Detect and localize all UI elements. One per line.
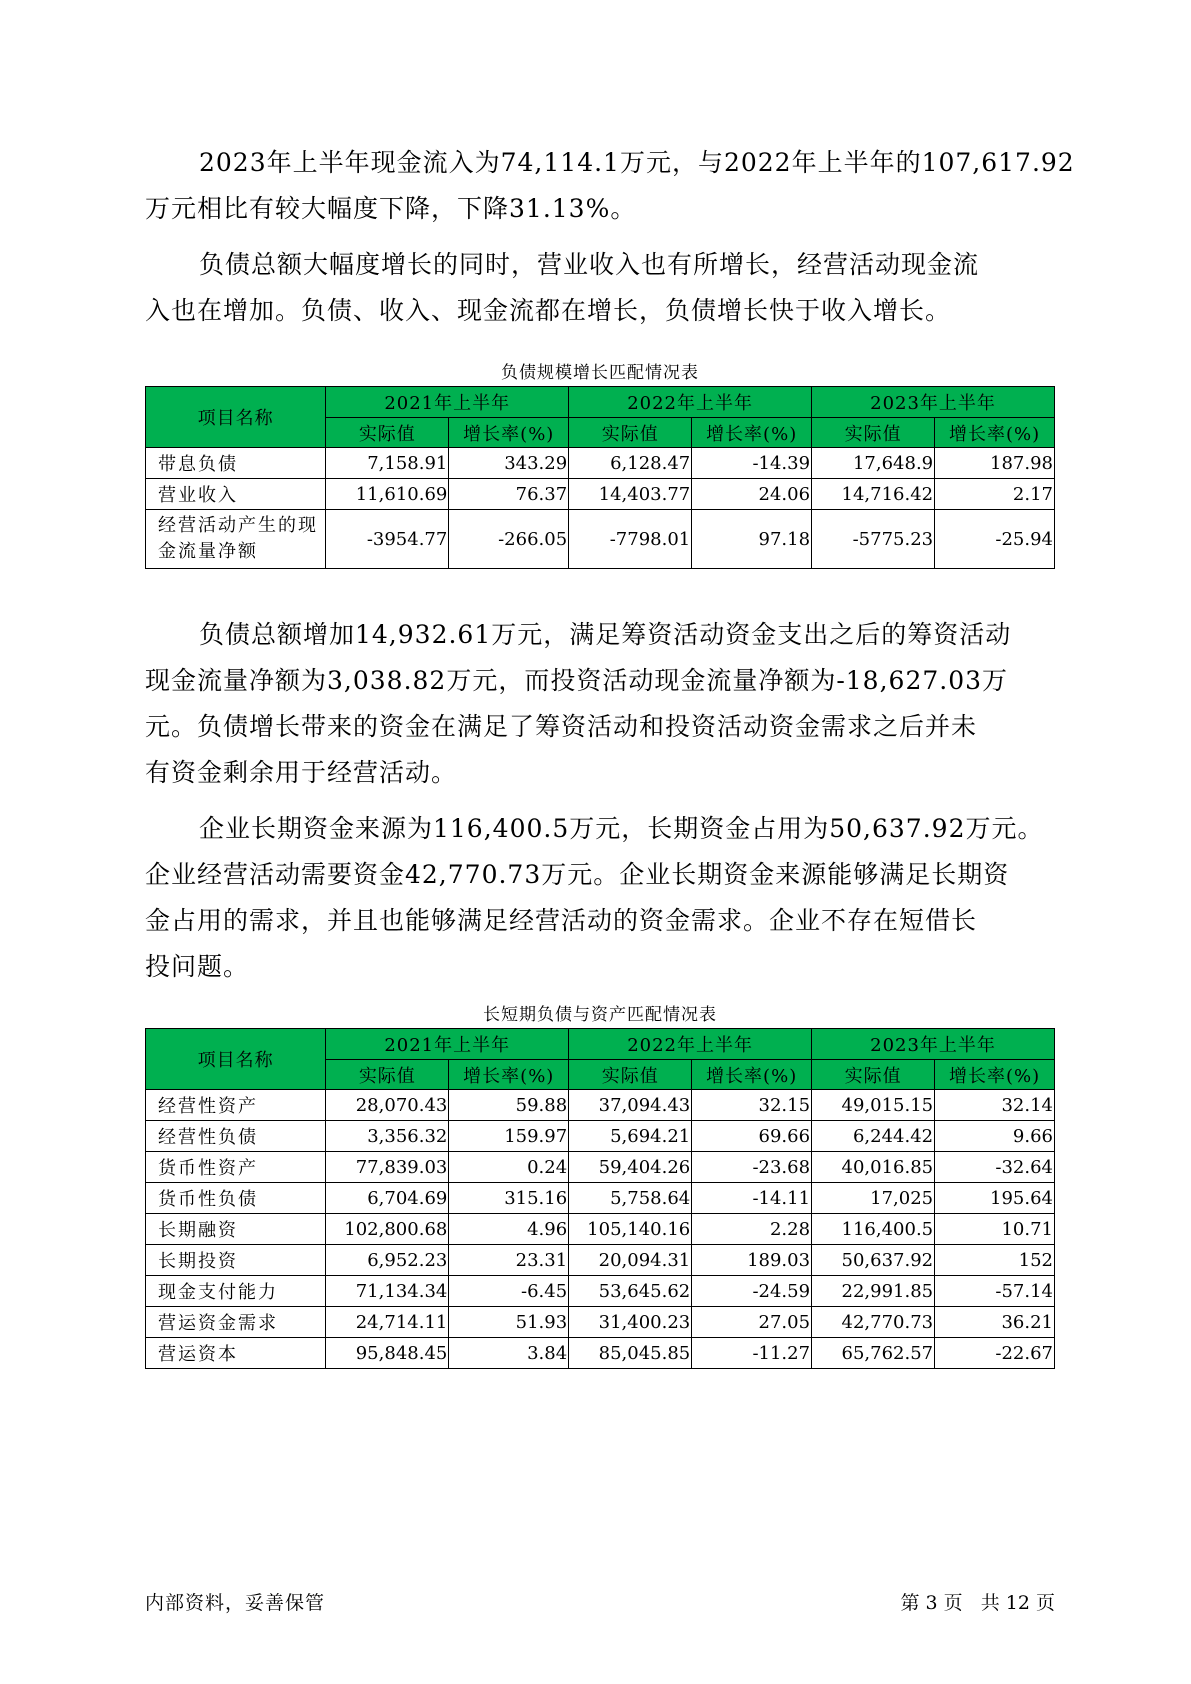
cell: 51.93 bbox=[449, 1307, 569, 1338]
header-growth: 增长率(%) bbox=[692, 1060, 812, 1090]
row-name: 现金支付能力 bbox=[146, 1276, 326, 1307]
row-name: 经营性资产 bbox=[146, 1090, 326, 1121]
cell: 40,016.85 bbox=[812, 1152, 935, 1183]
cell: 0.24 bbox=[449, 1152, 569, 1183]
cell: 28,070.43 bbox=[326, 1090, 449, 1121]
cell: 116,400.5 bbox=[812, 1214, 935, 1245]
cell: 9.66 bbox=[935, 1121, 1055, 1152]
paragraph-line: 入也在增加。负债、收入、现金流都在增长，负债增长快于收入增长。 bbox=[145, 296, 952, 325]
table-row bbox=[146, 448, 1055, 479]
header-period: 2021年上半年 bbox=[326, 387, 569, 418]
cell: -3954.77 bbox=[326, 510, 449, 569]
cell: -25.94 bbox=[935, 510, 1055, 569]
cell: -6.45 bbox=[449, 1276, 569, 1307]
cell: 37,094.43 bbox=[569, 1090, 692, 1121]
cell: 59,404.26 bbox=[569, 1152, 692, 1183]
cell: 2.28 bbox=[692, 1214, 812, 1245]
paragraph-line: 现金流量净额为3,038.82万元，而投资活动现金流量净额为-18,627.03万 bbox=[145, 666, 1009, 695]
cell: 6,244.42 bbox=[812, 1121, 935, 1152]
cell: -266.05 bbox=[449, 510, 569, 569]
cell: 4.96 bbox=[449, 1214, 569, 1245]
cell: 105,140.16 bbox=[569, 1214, 692, 1245]
header-actual: 实际值 bbox=[569, 418, 692, 448]
cell: 42,770.73 bbox=[812, 1307, 935, 1338]
table-row bbox=[146, 1090, 1055, 1121]
row-name: 营业收入 bbox=[146, 479, 326, 510]
paragraph-line: 2023年上半年现金流入为74,114.1万元，与2022年上半年的107,617.92 bbox=[199, 148, 1075, 177]
header-period: 2021年上半年 bbox=[326, 1029, 569, 1060]
paragraph-4 bbox=[145, 806, 1055, 990]
table-row bbox=[146, 1183, 1055, 1214]
header-period: 2022年上半年 bbox=[569, 1029, 812, 1060]
cell: -7798.01 bbox=[569, 510, 692, 569]
table-row bbox=[146, 1307, 1055, 1338]
table-row bbox=[146, 1121, 1055, 1152]
cell: 102,800.68 bbox=[326, 1214, 449, 1245]
row-name: 经营活动产生的现金流量净额 bbox=[146, 510, 326, 569]
header-actual: 实际值 bbox=[812, 1060, 935, 1090]
table2-caption: 长短期负债与资产匹配情况表 bbox=[483, 1005, 717, 1025]
cell: 36.21 bbox=[935, 1307, 1055, 1338]
table-row bbox=[146, 1245, 1055, 1276]
cell: 195.64 bbox=[935, 1183, 1055, 1214]
table-row bbox=[146, 479, 1055, 510]
cell: 76.37 bbox=[449, 479, 569, 510]
header-growth: 增长率(%) bbox=[449, 1060, 569, 1090]
cell: -14.11 bbox=[692, 1183, 812, 1214]
cell: 32.14 bbox=[935, 1090, 1055, 1121]
cell: 24,714.11 bbox=[326, 1307, 449, 1338]
row-name: 经营性负债 bbox=[146, 1121, 326, 1152]
cell: 5,758.64 bbox=[569, 1183, 692, 1214]
cell: 2.17 bbox=[935, 479, 1055, 510]
table-row bbox=[146, 1152, 1055, 1183]
cell: -32.64 bbox=[935, 1152, 1055, 1183]
paragraph-2 bbox=[145, 242, 1055, 334]
paragraph-line: 负债总额增加14,932.61万元，满足筹资活动资金支出之后的筹资活动 bbox=[199, 620, 1012, 649]
cell: 31,400.23 bbox=[569, 1307, 692, 1338]
cell: 6,952.23 bbox=[326, 1245, 449, 1276]
cell: 315.16 bbox=[449, 1183, 569, 1214]
header-period: 2022年上半年 bbox=[569, 387, 812, 418]
header-actual: 实际值 bbox=[569, 1060, 692, 1090]
cell: 59.88 bbox=[449, 1090, 569, 1121]
cell: 22,991.85 bbox=[812, 1276, 935, 1307]
cell: -57.14 bbox=[935, 1276, 1055, 1307]
paragraph-line: 企业长期资金来源为116,400.5万元，长期资金占用为50,637.92万元。 bbox=[199, 814, 1044, 843]
row-name: 带息负债 bbox=[146, 448, 326, 479]
cell: 97.18 bbox=[692, 510, 812, 569]
cell: 189.03 bbox=[692, 1245, 812, 1276]
cell: 10.71 bbox=[935, 1214, 1055, 1245]
paragraph-1 bbox=[145, 140, 1075, 232]
cell: 95,848.45 bbox=[326, 1338, 449, 1369]
cell: -22.67 bbox=[935, 1338, 1055, 1369]
cell: 14,716.42 bbox=[812, 479, 935, 510]
header-growth: 增长率(%) bbox=[935, 418, 1055, 448]
cell: -5775.23 bbox=[812, 510, 935, 569]
table-row bbox=[146, 510, 1055, 569]
header-growth: 增长率(%) bbox=[692, 418, 812, 448]
cell: 69.66 bbox=[692, 1121, 812, 1152]
table-row bbox=[146, 1276, 1055, 1307]
table1-caption: 负债规模增长匹配情况表 bbox=[501, 363, 699, 383]
cell: 152 bbox=[935, 1245, 1055, 1276]
header-growth: 增长率(%) bbox=[935, 1060, 1055, 1090]
paragraph-line: 投问题。 bbox=[145, 952, 250, 981]
row-name: 营运资金需求 bbox=[146, 1307, 326, 1338]
debt-scale-table bbox=[145, 386, 1055, 569]
cell: 49,015.15 bbox=[812, 1090, 935, 1121]
cell: 23.31 bbox=[449, 1245, 569, 1276]
paragraph-line: 企业经营活动需要资金42,770.73万元。企业长期资金来源能够满足长期资 bbox=[145, 860, 1010, 889]
cell: 17,025 bbox=[812, 1183, 935, 1214]
paragraph-line: 有资金剩余用于经营活动。 bbox=[145, 758, 458, 787]
cell: 53,645.62 bbox=[569, 1276, 692, 1307]
footer-page-number: 第 3 页 共 12 页 bbox=[900, 1592, 1055, 1614]
cell: 27.05 bbox=[692, 1307, 812, 1338]
cell: 77,839.03 bbox=[326, 1152, 449, 1183]
paragraph-line: 金占用的需求，并且也能够满足经营活动的资金需求。企业不存在短借长 bbox=[145, 906, 978, 935]
paragraph-line: 万元相比有较大幅度下降，下降31.13%。 bbox=[145, 194, 637, 223]
cell: 24.06 bbox=[692, 479, 812, 510]
cell: 5,694.21 bbox=[569, 1121, 692, 1152]
header-period: 2023年上半年 bbox=[812, 387, 1055, 418]
long-short-debt-asset-table bbox=[145, 1028, 1055, 1369]
row-name: 货币性负债 bbox=[146, 1183, 326, 1214]
header-growth: 增长率(%) bbox=[449, 418, 569, 448]
cell: 3,356.32 bbox=[326, 1121, 449, 1152]
cell: 11,610.69 bbox=[326, 479, 449, 510]
paragraph-3 bbox=[145, 612, 1055, 796]
table-row bbox=[146, 1338, 1055, 1369]
cell: 7,158.91 bbox=[326, 448, 449, 479]
cell: 85,045.85 bbox=[569, 1338, 692, 1369]
header-item-name: 项目名称 bbox=[146, 387, 326, 448]
row-name: 长期融资 bbox=[146, 1214, 326, 1245]
paragraph-line: 负债总额大幅度增长的同时，营业收入也有所增长，经营活动现金流 bbox=[199, 250, 980, 279]
header-actual: 实际值 bbox=[326, 1060, 449, 1090]
row-name: 营运资本 bbox=[146, 1338, 326, 1369]
row-name: 货币性资产 bbox=[146, 1152, 326, 1183]
row-name: 长期投资 bbox=[146, 1245, 326, 1276]
cell: 17,648.9 bbox=[812, 448, 935, 479]
cell: 50,637.92 bbox=[812, 1245, 935, 1276]
cell: 14,403.77 bbox=[569, 479, 692, 510]
cell: 6,704.69 bbox=[326, 1183, 449, 1214]
cell: -24.59 bbox=[692, 1276, 812, 1307]
header-actual: 实际值 bbox=[326, 418, 449, 448]
footer-confidential-note: 内部资料，妥善保管 bbox=[145, 1592, 326, 1614]
cell: 187.98 bbox=[935, 448, 1055, 479]
cell: 65,762.57 bbox=[812, 1338, 935, 1369]
header-period: 2023年上半年 bbox=[812, 1029, 1055, 1060]
cell: 343.29 bbox=[449, 448, 569, 479]
cell: 71,134.34 bbox=[326, 1276, 449, 1307]
cell: -14.39 bbox=[692, 448, 812, 479]
cell: 3.84 bbox=[449, 1338, 569, 1369]
cell: 32.15 bbox=[692, 1090, 812, 1121]
paragraph-line: 元。负债增长带来的资金在满足了筹资活动和投资活动资金需求之后并未 bbox=[145, 712, 978, 741]
cell: -11.27 bbox=[692, 1338, 812, 1369]
cell: 6,128.47 bbox=[569, 448, 692, 479]
header-actual: 实际值 bbox=[812, 418, 935, 448]
cell: -23.68 bbox=[692, 1152, 812, 1183]
cell: 159.97 bbox=[449, 1121, 569, 1152]
header-item-name: 项目名称 bbox=[146, 1029, 326, 1090]
cell: 20,094.31 bbox=[569, 1245, 692, 1276]
table-row bbox=[146, 1214, 1055, 1245]
